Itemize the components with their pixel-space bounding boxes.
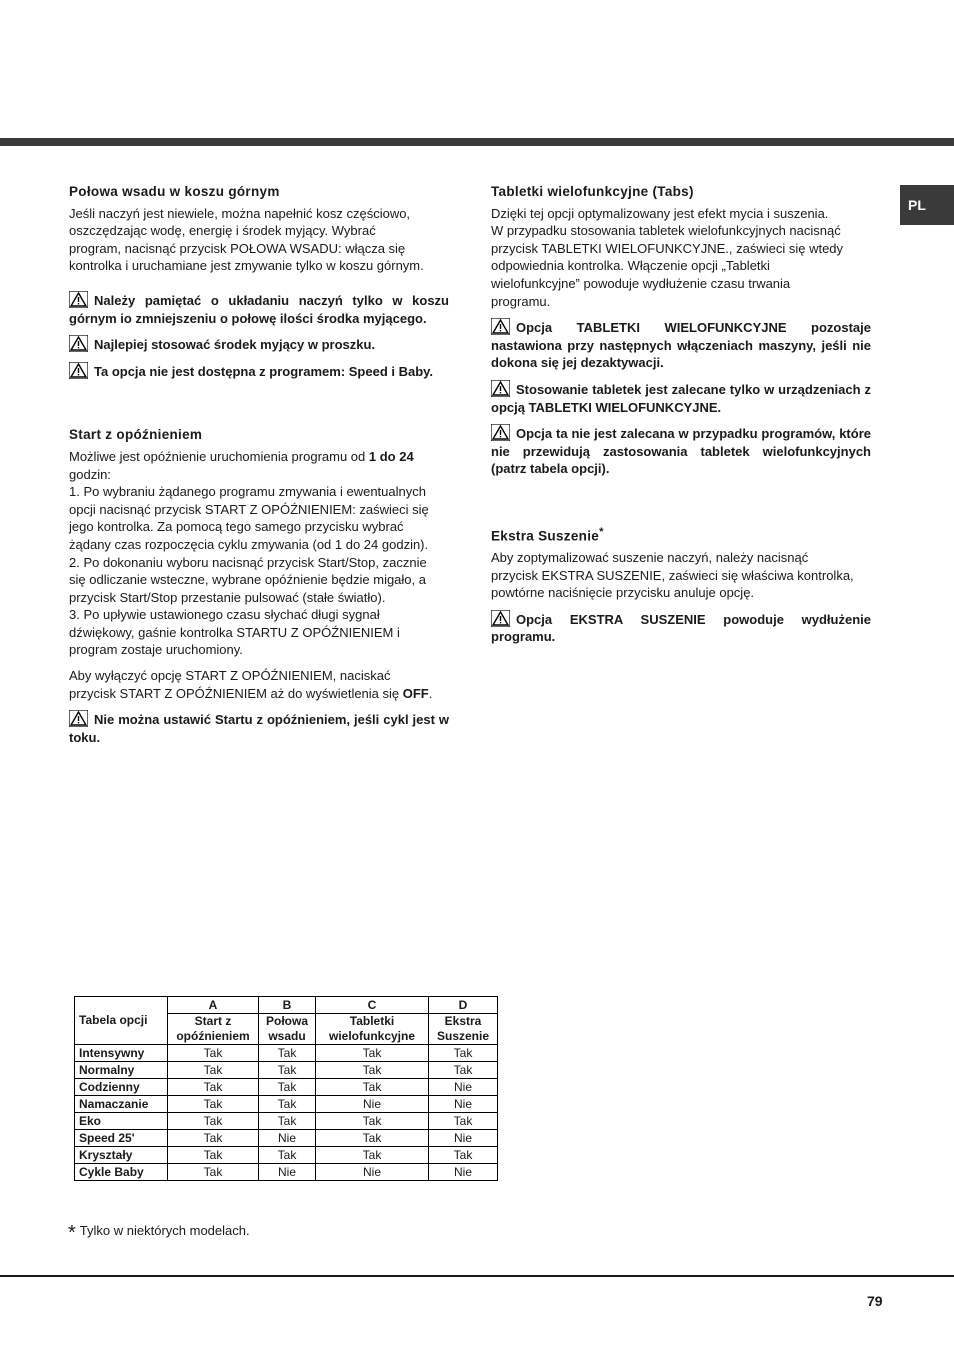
footnote-star: * — [68, 1222, 76, 1244]
tabs-body: Dzięki tej opcji optymalizowany jest efekt mycia i suszenia. W przypadku stosowania tabletek wielofunkcyjnych nacisnąć przycisk TABLETKI WIELOFUNKCYJNE., zaświeci się wtedy odpowiednia kontrolka. Włączenie opcji „Tabletki wielofunkcyjne” powoduje wydłużenie czasu trwania programu. — [491, 205, 844, 309]
half-load-warning-1: Należy pamiętać o układaniu naczyń tylko w koszu górnym io zmniejszeniu o połowę ilości środka myjącego. — [69, 292, 449, 326]
delay-off: Aby wyłączyć opcję START Z OPÓŹNIENIEM, naciskać przycisk START Z OPÓŹNIENIEM aż do wyświetlenia się OFF. — [69, 668, 433, 701]
footnote-star: * — [599, 525, 604, 538]
tabs-warning-1: Opcja TABLETKI WIELOFUNKCYJNE pozostaje nastawiona przy następnych włączeniach maszyny, jeśli nie dokona się jej dezaktywacji. — [491, 320, 871, 371]
page-number: 79 — [867, 1293, 883, 1309]
delay-title: Start z opóźnieniem — [69, 427, 203, 443]
table-row: Codzienny Tak Tak Tak Nie — [75, 1079, 498, 1096]
warning-triangle-icon — [491, 424, 510, 441]
extra-dry-warning: Opcja EKSTRA SUSZENIE powoduje wydłużenie programu. — [491, 611, 871, 645]
options-table: Tabela opcji A B C D Start z opóźnieniem Połowa wsadu Tabletki wielofunkcyjne Ekstra Suszenie Intensywny Tak Tak Tak Tak Normalny Tak Tak Tak Tak Codzienny Tak Tak Tak Nie Namaczanie Tak Tak Nie Nie Eko Tak Tak Tak Tak Speed 25' Tak Nie Tak Nie Kryształy Tak Tak Tak Tak Cykle Baby Tak Nie Nie Nie — [74, 996, 498, 1181]
table-header: Start z opóźnieniem — [168, 1014, 259, 1045]
table-row: Intensywny Tak Tak Tak Tak — [75, 1045, 498, 1062]
table-row: Normalny Tak Tak Tak Tak — [75, 1062, 498, 1079]
table-row: Cykle Baby Tak Nie Nie Nie — [75, 1164, 498, 1181]
half-load-warning-2: Najlepiej stosować środek myjący w proszku. — [69, 335, 449, 354]
tabs-title: Tabletki wielofunkcyjne (Tabs) — [491, 184, 694, 199]
table-corner: Tabela opcji — [75, 997, 168, 1045]
bottom-rule — [0, 1275, 954, 1277]
warning-triangle-icon — [491, 610, 510, 627]
warning-triangle-icon — [69, 335, 88, 352]
warning-triangle-icon — [491, 318, 510, 335]
warning-triangle-icon — [69, 362, 88, 379]
language-tab: PL — [900, 185, 954, 225]
half-load-warning-3: Ta opcja nie jest dostępna z programem: Speed i Baby. — [69, 362, 449, 381]
top-rule — [0, 138, 954, 146]
table-row: Eko Tak Tak Tak Tak — [75, 1113, 498, 1130]
left-column — [69, 183, 449, 746]
half-load-body: Jeśli naczyń jest niewiele, można napełnić kosz częściowo, oszczędzając wodę, energię i środek myjący. Wybrać program, nacisnąć przycisk POŁOWA WSADU: włącza się kontrolka i uruchamiane jest zmywanie tylko w koszu górnym. — [69, 205, 424, 274]
extra-dry-body: Aby zoptymalizować suszenie naczyń, należy nacisnąć przycisk EKSTRA SUSZENIE, zaświeci się właściwa kontrolka, powtórne naciśnięcie przycisku anuluje opcję. — [491, 550, 854, 601]
table-header: Tabletki wielofunkcyjne — [316, 1014, 429, 1045]
delay-intro: Możliwe jest opóźnienie uruchomienia programu od 1 do 24 godzin: 1. Po wybraniu żądanego programu zmywania i ewentualnych opcji nacisnąć przycisk START Z OPÓŹNIENIEM: zaświeci się jego kontrolka. Za pomocą tego samego przycisku wybrać żądany czas rozpoczęcia cyklu zmywania (od 1 do 24 godzin). 2. Po dokonaniu wyboru nacisnąć przycisk Start/Stop, zacznie się odliczanie wsteczne, wybrane opóźnienie będzie migało, a przycisk Start/Stop przestanie pulsować (stałe światło). 3. Po upływie ustawionego czasu słychać długi sygnał dźwiękowy, gaśnie kontrolka STARTU Z OPÓŹNIENIEM i program zostaje uruchomiony. — [69, 448, 429, 658]
delay-warning: Nie można ustawić Startu z opóźnieniem, jeśli cykl jest w toku. — [69, 712, 449, 745]
extra-dry-title: Ekstra Suszenie* — [491, 525, 604, 544]
right-column — [491, 183, 871, 646]
footnote: * Tylko w niektórych modelach. — [68, 1222, 250, 1244]
warning-triangle-icon — [69, 291, 88, 308]
table-row: Speed 25' Tak Nie Tak Nie — [75, 1130, 498, 1147]
table-header: Połowa wsadu — [259, 1014, 316, 1045]
table-header: Ekstra Suszenie — [429, 1014, 498, 1045]
tabs-warning-2: Stosowanie tabletek jest zalecane tylko w urządzeniach z opcją TABLETKI WIELOFUNKCYJNE. — [491, 381, 871, 415]
table-row: Namaczanie Tak Tak Nie Nie — [75, 1096, 498, 1113]
warning-triangle-icon — [69, 710, 88, 727]
warning-triangle-icon — [491, 380, 510, 397]
tabs-warning-3: Opcja ta nie jest zalecana w przypadku programów, które nie przewidują zastosowania tabletek wielofunkcyjnych (patrz tabela opcji). — [491, 426, 871, 477]
half-load-title: Połowa wsadu w koszu górnym — [69, 184, 280, 199]
table-row: Kryształy Tak Tak Tak Tak — [75, 1147, 498, 1164]
